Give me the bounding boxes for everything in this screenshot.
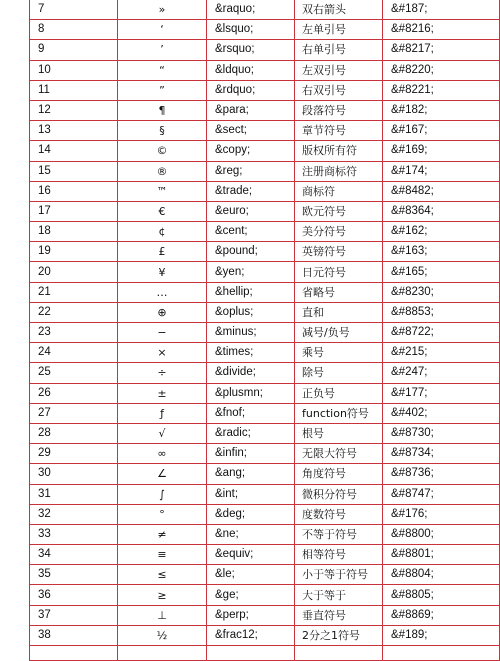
table-body [30,0,500,661]
entity-name-cell: &times; [207,343,295,363]
empty-cell [207,646,295,661]
row-number-cell: 17 [30,201,118,221]
entity-code-cell: &#174; [383,161,500,181]
entity-name-cell: &le; [207,565,295,585]
table-row [30,40,500,60]
symbol-cell: ¢ [118,222,207,242]
entity-name-cell: &reg; [207,161,295,181]
entity-name-cell: &para; [207,100,295,120]
table-row [30,343,500,363]
symbol-cell: × [118,343,207,363]
table-row [30,524,500,544]
table-row [30,444,500,464]
entity-name-cell: &divide; [207,363,295,383]
entity-name-cell: &ne; [207,524,295,544]
description-cell: 相等符号 [295,545,383,565]
table-row [30,222,500,242]
entity-code-cell: &#8216; [383,20,500,40]
description-cell: 正负号 [295,383,383,403]
symbol-cell: ≡ [118,545,207,565]
table-row [30,60,500,80]
row-number-cell: 9 [30,40,118,60]
symbol-cell: … [118,282,207,302]
entity-code-cell: &#215; [383,343,500,363]
table-row [30,282,500,302]
symbol-cell: ÷ [118,363,207,383]
entity-code-cell: &#8736; [383,464,500,484]
description-cell: 2分之1符号 [295,625,383,645]
symbol-cell: € [118,201,207,221]
row-number-cell: 7 [30,0,118,20]
row-number-cell: 36 [30,585,118,605]
entity-name-cell: &radic; [207,423,295,443]
entity-code-cell: &#163; [383,242,500,262]
entity-code-cell: &#8230; [383,282,500,302]
entity-code-cell: &#182; [383,100,500,120]
description-cell: 除号 [295,363,383,383]
entity-code-cell: &#8220; [383,60,500,80]
row-number-cell: 11 [30,80,118,100]
description-cell: 段落符号 [295,100,383,120]
symbol-cell: ± [118,383,207,403]
table-row [30,504,500,524]
description-cell: 直和 [295,302,383,322]
row-number-cell: 25 [30,363,118,383]
row-number-cell: 23 [30,323,118,343]
row-number-cell: 28 [30,423,118,443]
entity-code-cell: &#8364; [383,201,500,221]
row-number-cell: 10 [30,60,118,80]
entity-name-cell: &lsquo; [207,20,295,40]
description-cell: 双右箭头 [295,0,383,20]
table-row-partial [30,646,500,661]
entity-name-cell: &oplus; [207,302,295,322]
row-number-cell: 16 [30,181,118,201]
entity-code-cell: &#177; [383,383,500,403]
table-row [30,323,500,343]
row-number-cell: 22 [30,302,118,322]
row-number-cell: 33 [30,524,118,544]
entity-name-cell: &fnof; [207,403,295,423]
description-cell: 省略号 [295,282,383,302]
entity-code-cell: &#8482; [383,181,500,201]
entity-name-cell: &cent; [207,222,295,242]
entity-name-cell: &int; [207,484,295,504]
symbol-cell: © [118,141,207,161]
entity-code-cell: &#8801; [383,545,500,565]
entity-code-cell: &#8805; [383,585,500,605]
table-row [30,423,500,443]
symbol-cell: ¥ [118,262,207,282]
description-cell: 根号 [295,423,383,443]
entity-code-cell: &#8217; [383,40,500,60]
row-number-cell: 29 [30,444,118,464]
row-number-cell: 34 [30,545,118,565]
row-number-cell: 38 [30,625,118,645]
description-cell: 减号/负号 [295,323,383,343]
entity-code-cell: &#169; [383,141,500,161]
symbol-cell: ≠ [118,524,207,544]
table-row [30,464,500,484]
symbol-cell: £ [118,242,207,262]
table-row [30,403,500,423]
entity-name-cell: &equiv; [207,545,295,565]
entity-code-cell: &#8747; [383,484,500,504]
description-cell: 度数符号 [295,504,383,524]
entity-name-cell: &raquo; [207,0,295,20]
row-number-cell: 20 [30,262,118,282]
symbol-cell: ¶ [118,100,207,120]
row-number-cell: 13 [30,121,118,141]
description-cell: 右单引号 [295,40,383,60]
entity-code-cell: &#189; [383,625,500,645]
symbol-cell: ‘ [118,20,207,40]
table-row [30,545,500,565]
entity-name-cell: &copy; [207,141,295,161]
table-row [30,484,500,504]
entity-code-cell: &#162; [383,222,500,242]
table-row [30,20,500,40]
table-row [30,80,500,100]
entity-code-cell: &#247; [383,363,500,383]
description-cell: 大于等于 [295,585,383,605]
table-row [30,585,500,605]
entity-code-cell: &#8722; [383,323,500,343]
table-row [30,302,500,322]
description-cell: 右双引号 [295,80,383,100]
entity-code-cell: &#167; [383,121,500,141]
symbol-cell: » [118,0,207,20]
symbol-cell: ∞ [118,444,207,464]
description-cell: 小于等于符号 [295,565,383,585]
entity-code-cell: &#8221; [383,80,500,100]
entity-code-cell: &#8869; [383,605,500,625]
table-row [30,242,500,262]
table-row [30,121,500,141]
symbol-cell: ™ [118,181,207,201]
entity-name-cell: &hellip; [207,282,295,302]
entity-name-cell: &deg; [207,504,295,524]
entity-name-cell: &minus; [207,323,295,343]
row-number-cell: 14 [30,141,118,161]
entity-name-cell: &sect; [207,121,295,141]
table-row [30,161,500,181]
row-number-cell: 18 [30,222,118,242]
entity-code-cell: &#8853; [383,302,500,322]
entity-code-cell: &#402; [383,403,500,423]
entity-code-cell: &#165; [383,262,500,282]
row-number-cell: 12 [30,100,118,120]
description-cell: 注册商标符 [295,161,383,181]
description-cell: 章节符号 [295,121,383,141]
symbol-cell: ∠ [118,464,207,484]
description-cell: 乘号 [295,343,383,363]
symbol-cell: ” [118,80,207,100]
table-row [30,0,500,20]
row-number-cell: 15 [30,161,118,181]
table-row [30,201,500,221]
table-row [30,605,500,625]
row-number-cell: 27 [30,403,118,423]
symbol-cell: ½ [118,625,207,645]
row-number-cell: 30 [30,464,118,484]
description-cell: 商标符 [295,181,383,201]
table-row [30,363,500,383]
entity-name-cell: &rsquo; [207,40,295,60]
row-number-cell: 19 [30,242,118,262]
row-number-cell: 31 [30,484,118,504]
row-number-cell: 35 [30,565,118,585]
empty-cell [295,646,383,661]
entity-code-cell: &#8800; [383,524,500,544]
description-cell: 左单引号 [295,20,383,40]
entity-name-cell: &euro; [207,201,295,221]
symbol-cell: √ [118,423,207,443]
symbol-cell: “ [118,60,207,80]
symbol-cell: ’ [118,40,207,60]
table-row [30,262,500,282]
entity-code-cell: &#176; [383,504,500,524]
row-number-cell: 32 [30,504,118,524]
symbol-cell: ≤ [118,565,207,585]
table-row [30,181,500,201]
symbol-cell: ° [118,504,207,524]
symbol-cell: ® [118,161,207,181]
description-cell: function符号 [295,403,383,423]
symbol-cell: § [118,121,207,141]
table-row [30,100,500,120]
entity-name-cell: &infin; [207,444,295,464]
entity-name-cell: &ang; [207,464,295,484]
description-cell: 角度符号 [295,464,383,484]
symbol-cell: ƒ [118,403,207,423]
entity-code-cell: &#8730; [383,423,500,443]
description-cell: 不等于符号 [295,524,383,544]
table-row [30,383,500,403]
html-entity-table [29,0,500,661]
symbol-cell: ≥ [118,585,207,605]
table-row [30,565,500,585]
entity-name-cell: &ge; [207,585,295,605]
description-cell: 无限大符号 [295,444,383,464]
empty-cell [118,646,207,661]
row-number-cell: 21 [30,282,118,302]
entity-name-cell: &trade; [207,181,295,201]
description-cell: 美分符号 [295,222,383,242]
symbol-cell: − [118,323,207,343]
description-cell: 左双引号 [295,60,383,80]
description-cell: 版权所有符 [295,141,383,161]
symbol-cell: ∫ [118,484,207,504]
entity-code-cell: &#8804; [383,565,500,585]
description-cell: 微积分符号 [295,484,383,504]
description-cell: 日元符号 [295,262,383,282]
symbol-cell: ⊕ [118,302,207,322]
row-number-cell: 24 [30,343,118,363]
description-cell: 欧元符号 [295,201,383,221]
entity-name-cell: &plusmn; [207,383,295,403]
entity-name-cell: &frac12; [207,625,295,645]
description-cell: 垂直符号 [295,605,383,625]
entity-name-cell: &ldquo; [207,60,295,80]
row-number-cell: 26 [30,383,118,403]
entity-code-cell: &#187; [383,0,500,20]
symbol-cell: ⊥ [118,605,207,625]
entity-name-cell: &yen; [207,262,295,282]
empty-cell [383,646,500,661]
entity-name-cell: &rdquo; [207,80,295,100]
entity-name-cell: &perp; [207,605,295,625]
empty-cell [30,646,118,661]
table-row [30,625,500,645]
table-row [30,141,500,161]
entity-code-cell: &#8734; [383,444,500,464]
description-cell: 英镑符号 [295,242,383,262]
row-number-cell: 8 [30,20,118,40]
row-number-cell: 37 [30,605,118,625]
entity-name-cell: &pound; [207,242,295,262]
